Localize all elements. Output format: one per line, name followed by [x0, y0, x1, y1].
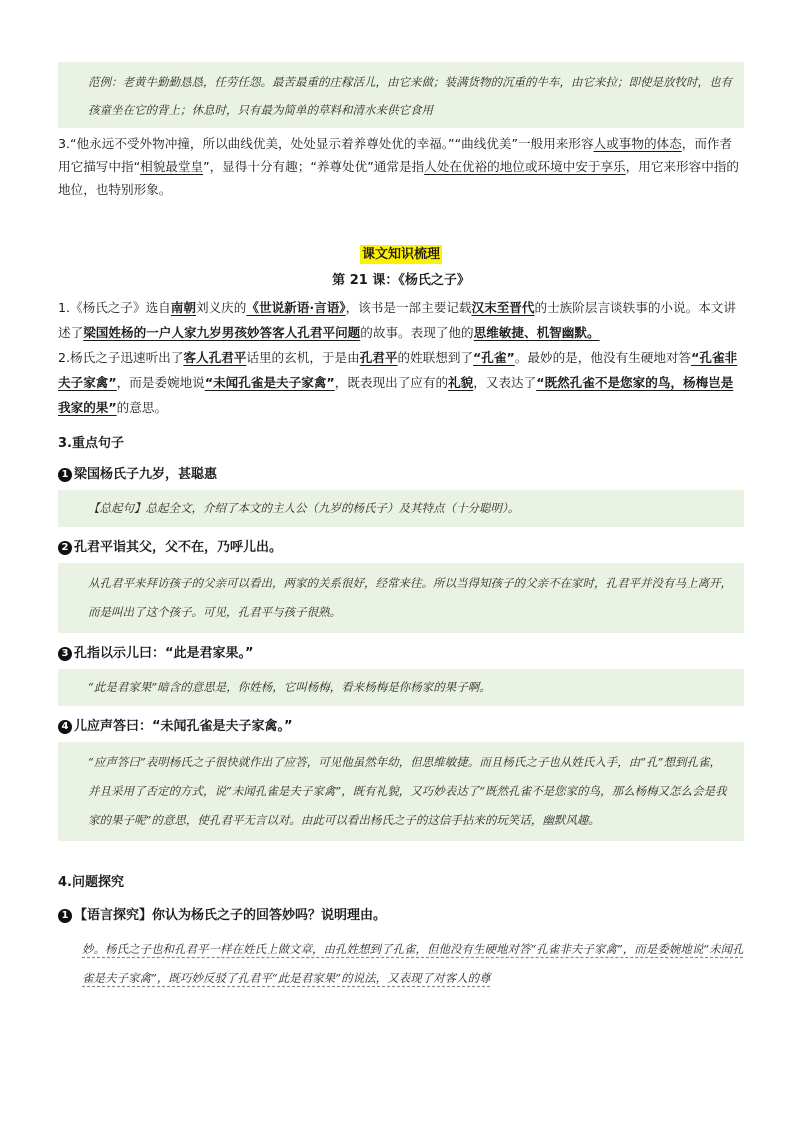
k2-n: “既然孔雀不是您家的鸟，杨梅岂是我家的果”	[58, 375, 734, 415]
question-explore-heading: 4.问题探究	[58, 875, 124, 890]
k1-j: 思维敏捷、机智幽默。	[473, 325, 600, 340]
number-badge-4: 4	[58, 720, 72, 734]
k2-o: 的意思。	[116, 400, 168, 415]
k1-d: 《世说新语·言语》	[246, 300, 346, 315]
k1-f: 汉末至晋代	[471, 300, 535, 315]
key-sentence-1-note-text: 【总起句】总起全文，介绍了本文的主人公（九岁的杨氏子）及其特点（十分聪明）。	[88, 501, 520, 515]
explore-question-text: 【语言探究】你认为杨氏之子的回答妙吗？说明理由。	[74, 908, 387, 923]
k2-k: ，既表现出了应有的	[334, 375, 449, 390]
document-page	[58, 62, 744, 993]
section-title	[58, 243, 744, 263]
k1-i: 的故事。表现了他的	[360, 325, 474, 340]
number-badge-1: 1	[58, 468, 72, 482]
k2-f: “孔雀”	[473, 350, 515, 365]
k2-b: 客人孔君平	[183, 350, 247, 365]
k2-i: ，而是委婉地说	[116, 375, 205, 390]
k1-b: 南朝	[170, 300, 196, 315]
item3-underline-2: 相貌最堂皇	[140, 159, 204, 174]
k1-g: 的士族阶层言谈轶事的小说。本文讲述了	[58, 300, 736, 340]
key-sentence-1-note	[58, 490, 744, 527]
k1-a: 1.《杨氏之子》选自	[58, 300, 171, 315]
key-sentence-4-note	[58, 742, 744, 841]
k2-g: 。最妙的是，他没有生硬地对答	[514, 350, 692, 365]
k2-m: ，又表达了	[473, 375, 537, 390]
key-sentence-1-text: 梁国杨氏子九岁，甚聪惠	[74, 467, 218, 482]
key-sentence-2-note-text: 从孔君平来拜访孩子的父亲可以看出，两家的关系很好，经常来往。所以当得知孩子的父亲不在家时，孔君平并没有马上离开，而是叫出了这个孩子。可见，孔君平与孩子很熟。	[88, 576, 732, 619]
k2-e: 的姓联想到了	[397, 350, 474, 365]
item3-text-1: 3.“他永远不受外物冲撞，所以曲线优美，处处显示着养尊处优的幸福。”“曲线优美”一般用来形容	[58, 136, 594, 151]
k2-l: 礼貌	[448, 375, 474, 390]
key-sentence-4-text: 儿应声答曰：“未闻孔雀是夫子家禽。”	[74, 719, 293, 734]
item3-text-3: ”，显得十分有趣；“养尊处优”通常是指	[203, 159, 425, 174]
item3-underline-3: 人处在优裕的地位或环境中安于享乐	[424, 159, 626, 174]
key-sentence-3-text: 孔指以示儿曰：“此是君家果。”	[74, 646, 254, 661]
k1-c: 刘义庆的	[195, 300, 247, 315]
knowledge-item-1	[58, 295, 744, 345]
key-sentence-4	[58, 716, 744, 738]
explore-question	[58, 905, 744, 927]
k1-e: ，该书是一部主要记载	[345, 300, 472, 315]
key-sentence-3-note	[58, 669, 744, 706]
number-badge-3: 3	[58, 647, 72, 661]
item3-text-2: ，而作者用它描写中指“	[58, 136, 733, 174]
key-sentence-1	[58, 464, 744, 486]
k1-h: 梁国姓杨的一户人家九岁男孩妙答客人孔君平问题	[83, 325, 361, 340]
item3-underline-1: 人或事物的体态	[593, 136, 682, 151]
example-text: 范例：老黄牛勤勤恳恳，任劳任怨。最苦最重的庄稼活儿，由它来做；装满货物的沉重的牛车，由它来拉；即使是放牧时，也有孩童坐在它的背上；休息时，只有最为简单的草料和清水来供它食用	[88, 75, 732, 117]
k2-a: 2.杨氏之子迅速听出了	[58, 350, 184, 365]
k2-d: 孔君平	[359, 350, 398, 365]
key-sentences-heading: 3.重点句子	[58, 436, 124, 451]
number-badge-2: 2	[58, 541, 72, 555]
lesson-title: 第 21 课：《杨氏之子》	[332, 273, 470, 288]
key-sentence-2	[58, 537, 744, 559]
key-sentence-2-text: 孔君平诣其父，父不在，乃呼儿出。	[74, 540, 283, 555]
key-sentence-3-note-text: “此是君家果”暗含的意思是，你姓杨，它叫杨梅，看来杨梅是你杨家的果子啊。	[88, 680, 491, 694]
section-title-text: 课文知识梳理	[361, 247, 440, 262]
explore-answer-text: 妙。杨氏之子也和孔君平一样在姓氏上做文章，由孔姓想到了孔雀，但他没有生硬地对答“孔雀非夫子家禽”，而是委婉地说“未闻孔雀是夫子家禽”，既巧妙反驳了孔君平“此是君家果”的说法，又表现了对客人的尊	[82, 942, 744, 985]
k2-c: 话里的玄机，于是由	[246, 350, 360, 365]
key-sentence-2-note	[58, 563, 744, 633]
explore-answer	[58, 935, 744, 993]
k2-j: “未闻孔雀是夫子家禽”	[204, 375, 335, 390]
key-sentence-4-note-text: “应声答曰”表明杨氏之子很快就作出了应答，可见他虽然年幼，但思维敏捷。而且杨氏之子也从姓氏入手，由“孔”想到孔雀，并且采用了否定的方式，说“未闻孔雀是夫子家禽”，既有礼貌，又巧妙表达了“既然孔雀不是您家的鸟，那么杨梅又怎么会是我家的果子呢”的意思，使孔君平无言以对。由此可以看出杨氏之子的这信手拈来的玩笑话，幽默风趣。	[88, 755, 727, 827]
number-badge-explore: 1	[58, 909, 72, 923]
example-box	[58, 62, 744, 128]
k2-h: “孔雀非夫子家禽”	[58, 350, 738, 390]
key-sentence-3	[58, 643, 744, 665]
item3-text-4: ，用它来形容中指的地位，也特别形象。	[58, 159, 739, 197]
item-3-paragraph	[58, 132, 744, 201]
knowledge-item-2	[58, 345, 744, 420]
